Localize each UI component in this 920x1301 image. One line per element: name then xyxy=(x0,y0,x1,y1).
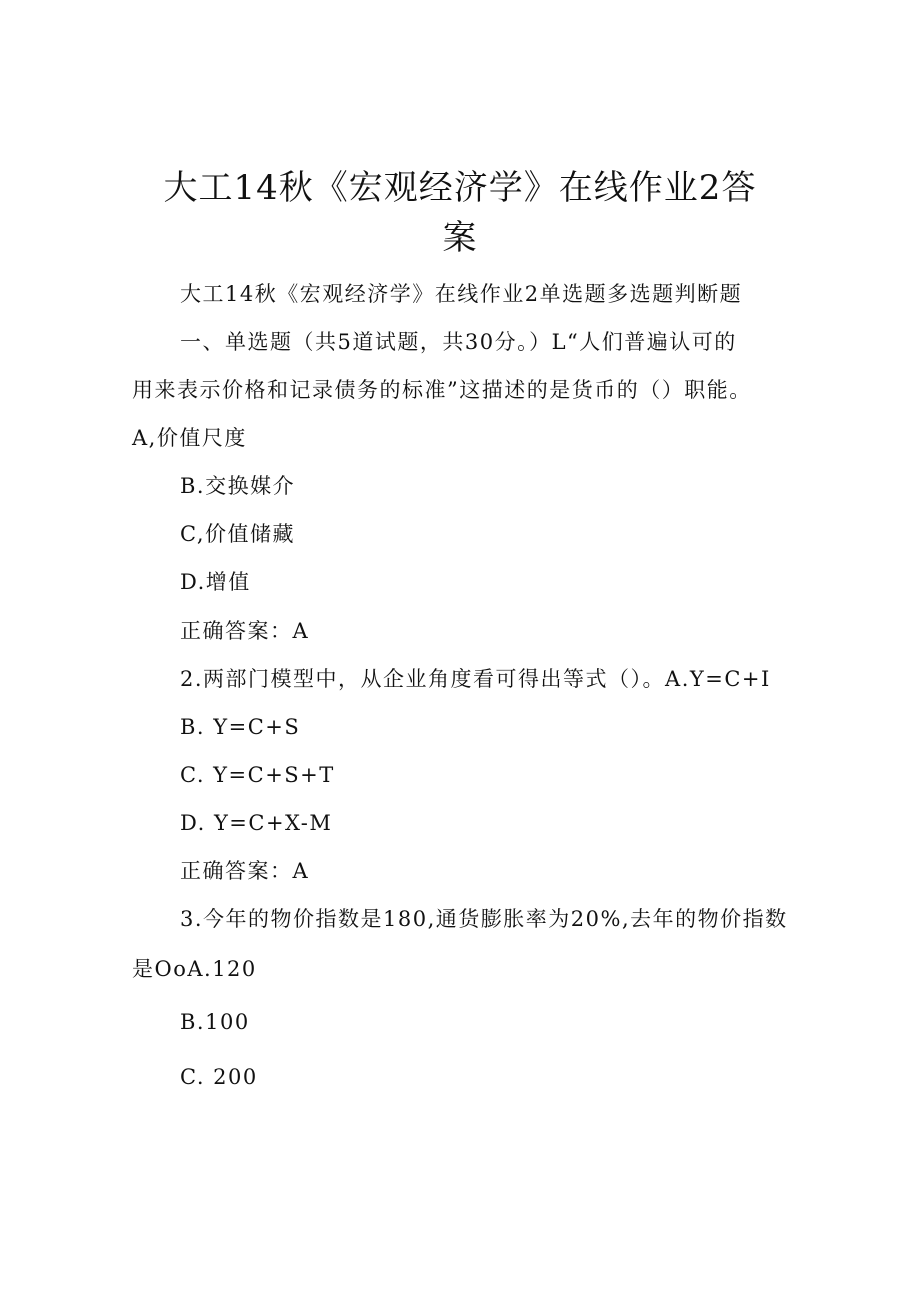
subtitle: 大工14秋《宏观经济学》在线作业2单选题多选题判断题 xyxy=(180,282,743,306)
question-1-option-c: C,价值储藏 xyxy=(180,522,295,546)
section-header-single-choice: 一、单选题（共5道试题，共30分。）L“人们普遍认可的 xyxy=(180,330,737,354)
question-2-option-d: D. Y=C+X-M xyxy=(180,811,333,835)
question-2-option-c: C. Y=C+S+T xyxy=(180,763,335,787)
question-3-text-continued: 是OoA.120 xyxy=(132,957,257,981)
question-3-option-c: C. 200 xyxy=(180,1065,258,1089)
question-2-option-b: B. Y=C+S xyxy=(180,715,301,739)
question-1-option-b: B.交换媒介 xyxy=(180,474,296,498)
question-3-option-b: B.100 xyxy=(180,1010,250,1034)
question-2-text: 2.两部门模型中，从企业角度看可得出等式（）。A.Y=C+I xyxy=(180,667,771,691)
document-title-line-1: 大工14秋《宏观经济学》在线作业2答 xyxy=(163,168,757,208)
question-1-text-continued: 用来表示价格和记录债务的标准”这描述的是货币的（）职能。 xyxy=(132,378,752,402)
question-1-option-a: A,价值尺度 xyxy=(132,426,247,450)
document-title-line-2: 案 xyxy=(442,218,478,258)
question-1-option-d: D.增值 xyxy=(180,570,251,594)
question-2-answer: 正确答案：A xyxy=(180,859,310,883)
question-1-answer: 正确答案：A xyxy=(180,619,310,643)
question-3-text: 3.今年的物价指数是180,通货膨胀率为20%,去年的物价指数 xyxy=(180,907,788,931)
